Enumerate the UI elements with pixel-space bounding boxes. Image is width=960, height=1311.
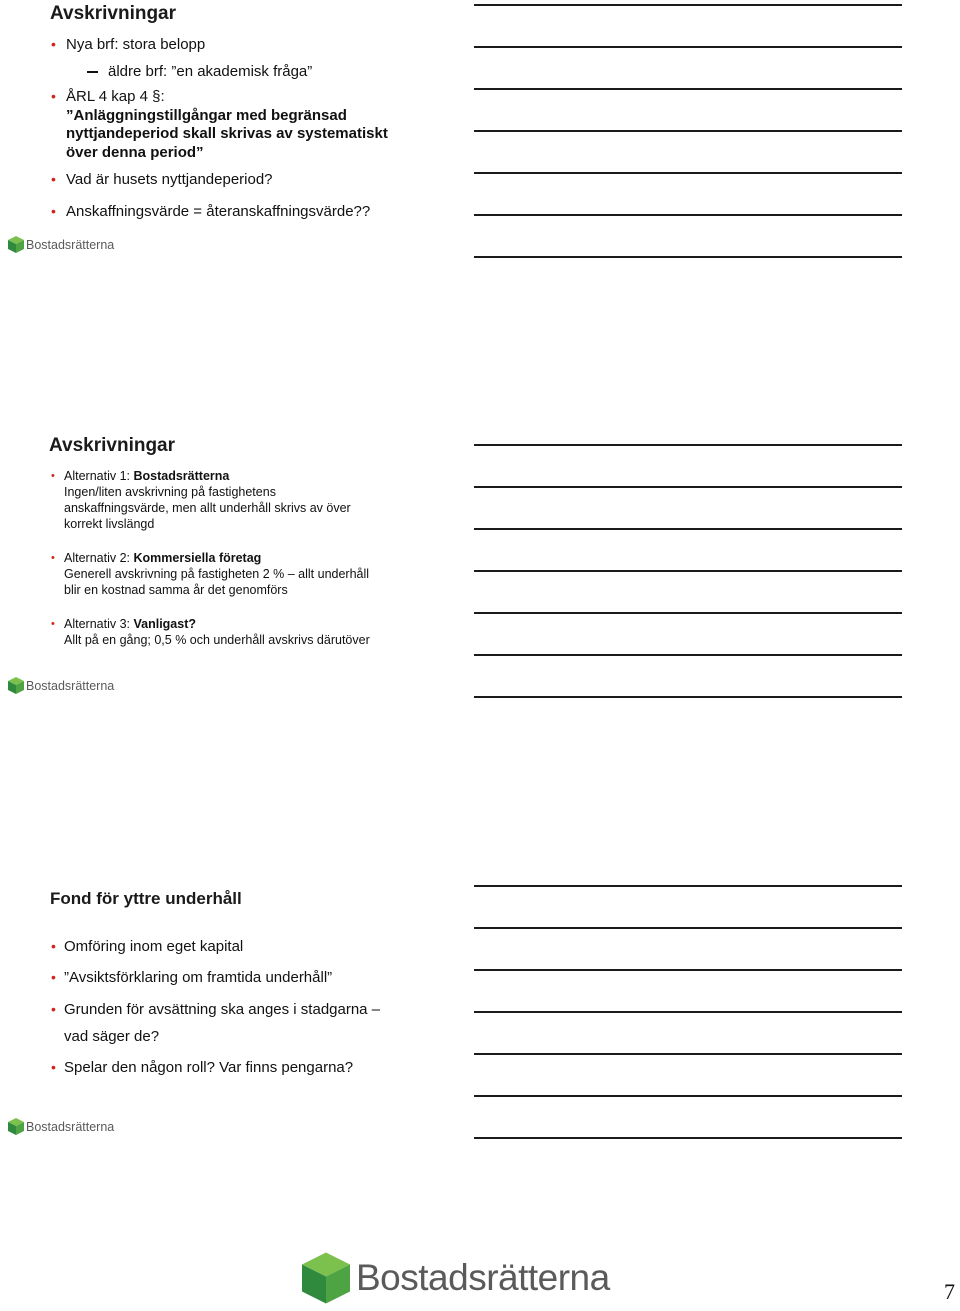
note-line [474,130,902,132]
bullet-text: Grunden för avsättning ska anges i stadgarna – [64,1001,381,1018]
slide-title: Fond för yttre underhåll [50,889,242,908]
bullet-text: ”Anläggningstillgångar med begränsad [66,107,347,124]
note-line [474,214,902,216]
bullet-icon: • [51,36,56,52]
note-line [474,969,902,971]
bullet-text: Spelar den någon roll? Var finns pengarna? [64,1059,354,1076]
company-logo [8,236,114,253]
bullet-text: anskaffningsvärde, men allt underhåll skrivs av över [64,501,351,515]
alt-label-bold: Bostadsrätterna [133,469,230,483]
company-logo [8,677,114,694]
bullet-text: Omföring inom eget kapital [64,938,244,955]
bullet-icon: • [51,88,56,104]
logo-cube-icon [302,1251,350,1305]
bullet-label [64,616,196,632]
note-line [474,486,902,488]
bullet-icon: • [51,618,55,630]
bullet-text: Nya brf: stora belopp [66,36,206,53]
note-line [474,654,902,656]
bullet-icon: • [51,1001,56,1017]
bullet-text: ÅRL 4 kap 4 §: [66,88,165,105]
slide-title: Avskrivningar [49,435,176,456]
note-line [474,444,902,446]
note-line [474,1137,902,1139]
logo-text: Bostadsrätterna [26,237,115,252]
alt-label: Alternativ 3: [64,617,134,631]
note-line [474,612,902,614]
note-line [474,1053,902,1055]
note-line [474,1095,902,1097]
bullet-text: Allt på en gång; 0,5 % och underhåll avskrivs därutöver [64,633,370,647]
bullet-icon: • [51,203,56,219]
bullet-text: över denna period” [66,144,204,161]
logo-text: Bostadsrätterna [26,1119,115,1134]
logo-cube-icon [8,677,24,694]
bullet-label [64,550,261,566]
note-line [474,172,902,174]
dash-icon [87,71,98,73]
note-line [474,4,902,6]
note-line [474,46,902,48]
page-number: 7 [944,1279,955,1304]
bullet-text: Generell avskrivning på fastigheten 2 % – allt underhåll [64,567,370,581]
bullet-text: Anskaffningsvärde = återanskaffningsvärde?? [66,203,371,220]
bullet-icon: • [51,171,56,187]
slide-title: Avskrivningar [50,3,177,24]
alt-label-bold: Vanligast? [133,617,197,631]
footer-logo-text: Bostadsrätterna [356,1257,610,1298]
note-line [474,885,902,887]
bullet-text: ”Avsiktsförklaring om framtida underhåll” [64,969,333,986]
alt-label: Alternativ 2: [64,551,134,565]
note-line [474,256,902,258]
company-logo [8,1118,114,1135]
logo-cube-icon [8,1118,24,1135]
bullet-icon: • [51,938,56,954]
bullet-text: Vad är husets nyttjandeperiod? [66,171,273,188]
bullet-icon: • [51,969,56,985]
note-line [474,927,902,929]
logo-text: Bostadsrätterna [26,678,115,693]
bullet-text: blir en kostnad samma år det genomförs [64,583,288,597]
note-line [474,570,902,572]
bullet-text: nyttjandeperiod skall skrivas av systematiskt [66,125,388,142]
alt-label-bold: Kommersiella företag [133,551,262,565]
bullet-text: korrekt livslängd [64,517,155,531]
bullet-label [64,468,229,484]
sub-bullet-text: äldre brf: ”en akademisk fråga” [108,63,313,80]
note-line [474,696,902,698]
bullet-text: Ingen/liten avskrivning på fastighetens [64,485,276,499]
bullet-icon: • [51,552,55,564]
footer-logo [302,1251,610,1305]
bullet-icon: • [51,470,55,482]
logo-cube-icon [8,236,24,253]
alt-label: Alternativ 1: [64,469,134,483]
bullet-text: vad säger de? [64,1028,160,1045]
note-line [474,88,902,90]
bullet-icon: • [51,1059,56,1075]
note-line [474,528,902,530]
note-line [474,1011,902,1013]
